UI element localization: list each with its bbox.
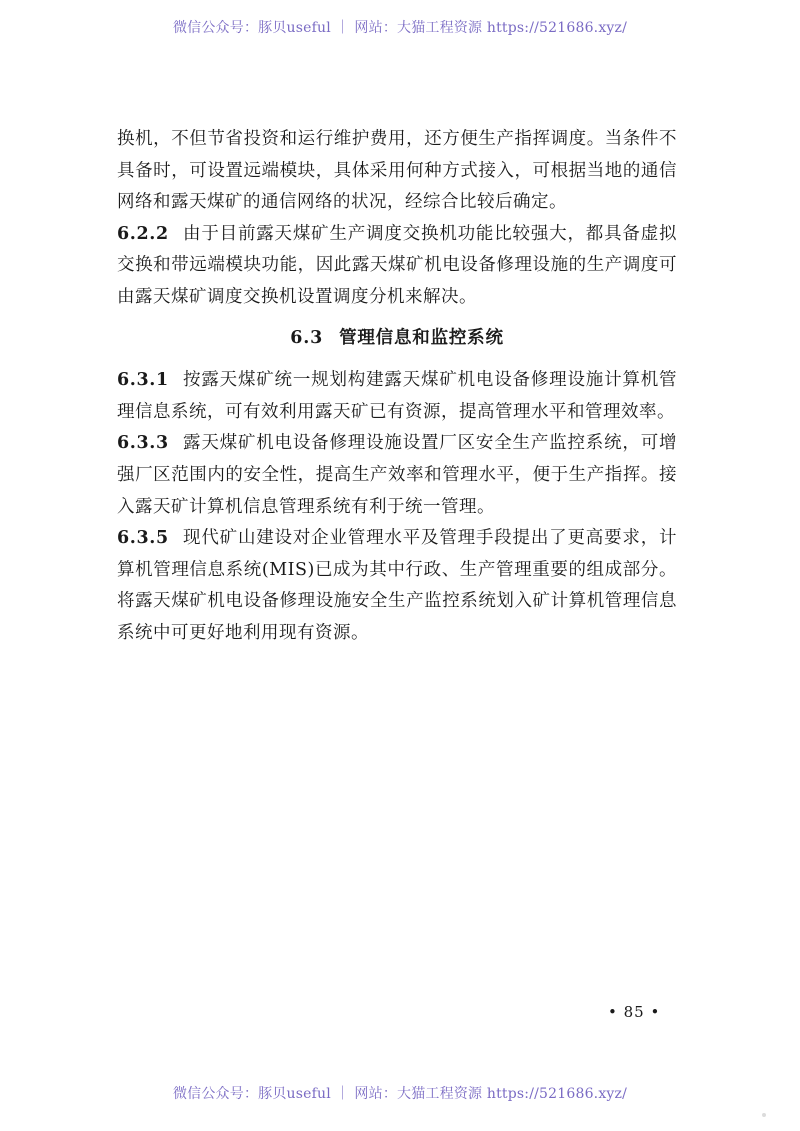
- clause-6-3-5: [117, 523, 677, 649]
- clause-6-3-1: [117, 365, 677, 428]
- continuation-paragraph: 换机，不但节省投资和运行维护费用，还方便生产指挥调度。当条件不具备时，可设置远端模块，具体采用何种方式接入，可根据当地的通信网络和露天煤矿的通信网络的状况，经综合比较后确定。: [117, 129, 677, 213]
- section-heading: [117, 323, 677, 355]
- clause-text: 现代矿山建设对企业管理水平及管理手段提出了更高要求，计算机管理信息系统(MIS)已成为其中行政、生产管理重要的组成部分。将露天煤矿机电设备修理设施安全生产监控系统划入矿计算机管理信息系统中可更好地利用现有资源。: [117, 528, 677, 643]
- clause-6-3-3: [117, 428, 677, 523]
- clause-number: 6.2.2: [117, 223, 169, 244]
- clause-number: 6.3.5: [117, 528, 169, 549]
- clause-text: 露天煤矿机电设备修理设施设置厂区安全生产监控系统，可增强厂区范围内的安全性，提高生产效率和管理水平，便于生产指挥。接入露天矿计算机信息管理系统有利于统一管理。: [117, 433, 677, 517]
- scan-speck: [762, 1113, 766, 1117]
- section-number: 6.3: [290, 327, 324, 348]
- clause-text: 按露天煤矿统一规划构建露天煤矿机电设备修理设施计算机管理信息系统，可有效利用露天矿已有资源，提高管理水平和管理效率。: [117, 370, 677, 422]
- section-title: 管理信息和监控系统: [339, 327, 504, 348]
- clause-text: 由于目前露天煤矿生产调度交换机功能比较强大，都具备虚拟交换和带远端模块功能，因此露天煤矿机电设备修理设施的生产调度可由露天煤矿调度交换机设置调度分机来解决。: [117, 223, 677, 307]
- clause-number: 6.3.3: [117, 433, 169, 454]
- page-number: • 85 •: [608, 1003, 661, 1021]
- clause-6-2-2: [117, 219, 677, 314]
- clause-number: 6.3.1: [117, 370, 169, 391]
- watermark-top: 微信公众号：豚贝useful ｜ 网站：大猫工程资源 https://521686.xyz/: [172, 20, 628, 36]
- watermark-bottom: 微信公众号：豚贝useful ｜ 网站：大猫工程资源 https://521686.xyz/: [172, 1086, 628, 1102]
- document-body: [117, 124, 677, 650]
